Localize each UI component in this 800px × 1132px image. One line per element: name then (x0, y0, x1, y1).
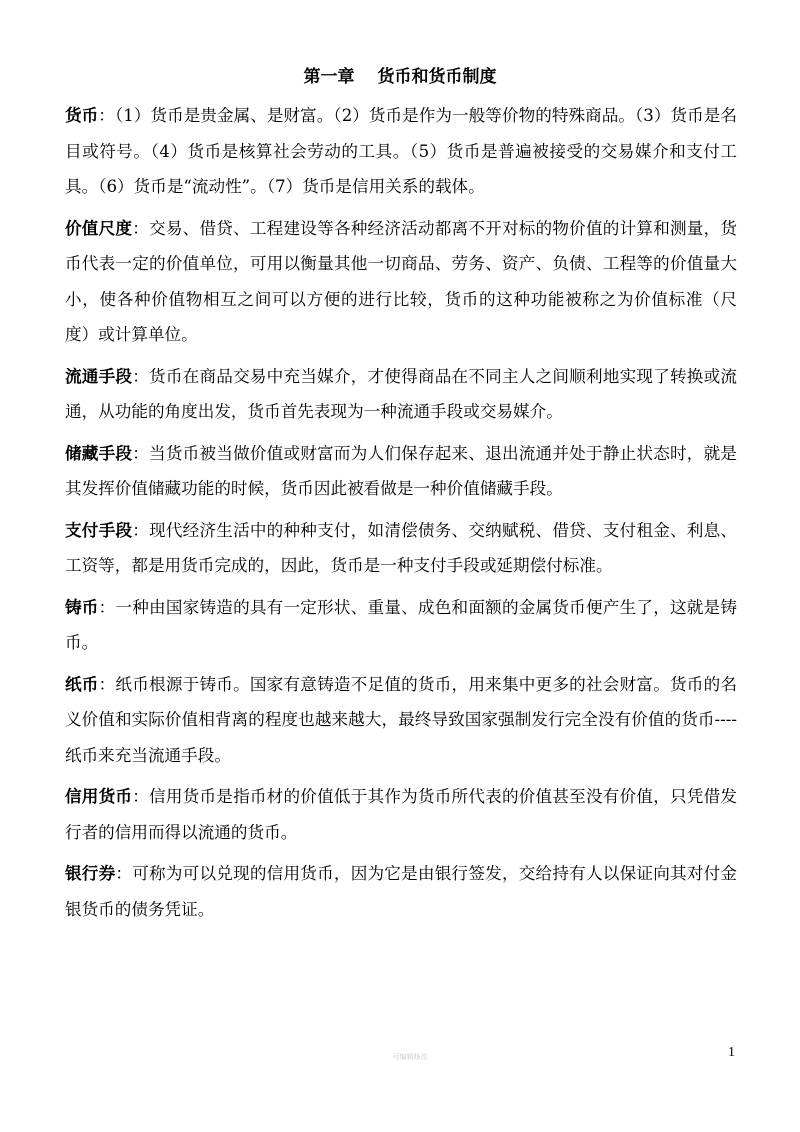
glossary-content (65, 98, 737, 933)
entry-text: ：可称为可以兑现的信用货币，因为它是由银行签发，交给持有人以保证向其对付金银货币的债务凭证。 (65, 864, 738, 919)
footer-watermark: 可编辑修改 (392, 1053, 428, 1061)
entry-money (65, 98, 737, 205)
entry-means-of-payment (65, 513, 737, 584)
entry-term: 支付手段 (65, 520, 133, 540)
entry-term: 储藏手段 (65, 443, 133, 463)
entry-text: ：交易、借贷、工程建设等各种经济活动都离不开对标的物价值的计算和测量，货币代表一定的价值单位，可用以衡量其他一切商品、劳务、资产、负债、工程等的价值量大小，使各种价值物相互之间可以方便的进行比较，货币的这种功能被称之为价值标准（尺度）或计算单位。 (65, 218, 738, 344)
entry-term: 银行券 (65, 864, 116, 883)
entry-text: ：纸币根源于铸币。国家有意铸造不足值的货币，用来集中更多的社会财富。货币的名义价值和实际价值相背离的程度也越来越大，最终导致国家强制发行完全没有价值的货币----纸币来充当流通手段。 (65, 674, 738, 765)
page-number: 1 (728, 1045, 735, 1060)
entry-measure-of-value (65, 211, 737, 353)
entry-term: 信用货币 (65, 787, 133, 806)
entry-term: 货币 (65, 106, 99, 125)
entry-medium-of-circulation (65, 359, 737, 430)
entry-store-of-value (65, 436, 737, 507)
entry-banknote (65, 856, 737, 927)
entry-term: 价值尺度 (65, 218, 133, 238)
entry-text: ：信用货币是指币材的价值低于其作为货币所代表的价值甚至没有价值，只凭借发行者的信用而得以流通的货币。 (65, 787, 738, 842)
chapter-title: 第一章 货币和货币制度 (303, 67, 497, 87)
entry-text: ：现代经济生活中的种种支付，如清偿债务、交纳赋税、借贷、支付租金、利息、工资等，都是用货币完成的，因此，货币是一种支付手段或延期偿付标准。 (65, 520, 738, 575)
entry-text: ：一种由国家铸造的具有一定形状、重量、成色和面额的金属货币便产生了，这就是铸币。 (65, 597, 738, 652)
entry-coin (65, 590, 737, 661)
entry-credit-money (65, 779, 737, 850)
entry-term: 流通手段 (65, 366, 133, 386)
entry-term: 铸币 (65, 597, 99, 617)
entry-term: 纸币 (65, 674, 99, 694)
entry-paper-money (65, 667, 737, 774)
entry-text: ：货币在商品交易中充当媒介，才使得商品在不同主人之间顺利地实现了转换或流通，从功能的角度出发，货币首先表现为一种流通手段或交易媒介。 (65, 366, 738, 421)
entry-text: ：当货币被当做价值或财富而为人们保存起来、退出流通并处于静止状态时，就是其发挥价值储藏功能的时候，货币因此被看做是一种价值储藏手段。 (65, 443, 738, 498)
entry-text: ：（1）货币是贵金属、是财富。（2）货币是作为一般等价物的特殊商品。（3）货币是名目或符号。（4）货币是核算社会劳动的工具。（5）货币是普遍被接受的交易媒介和支付工具。（6）货币是“流动性”。（7）货币是信用关系的载体。 (65, 106, 737, 196)
